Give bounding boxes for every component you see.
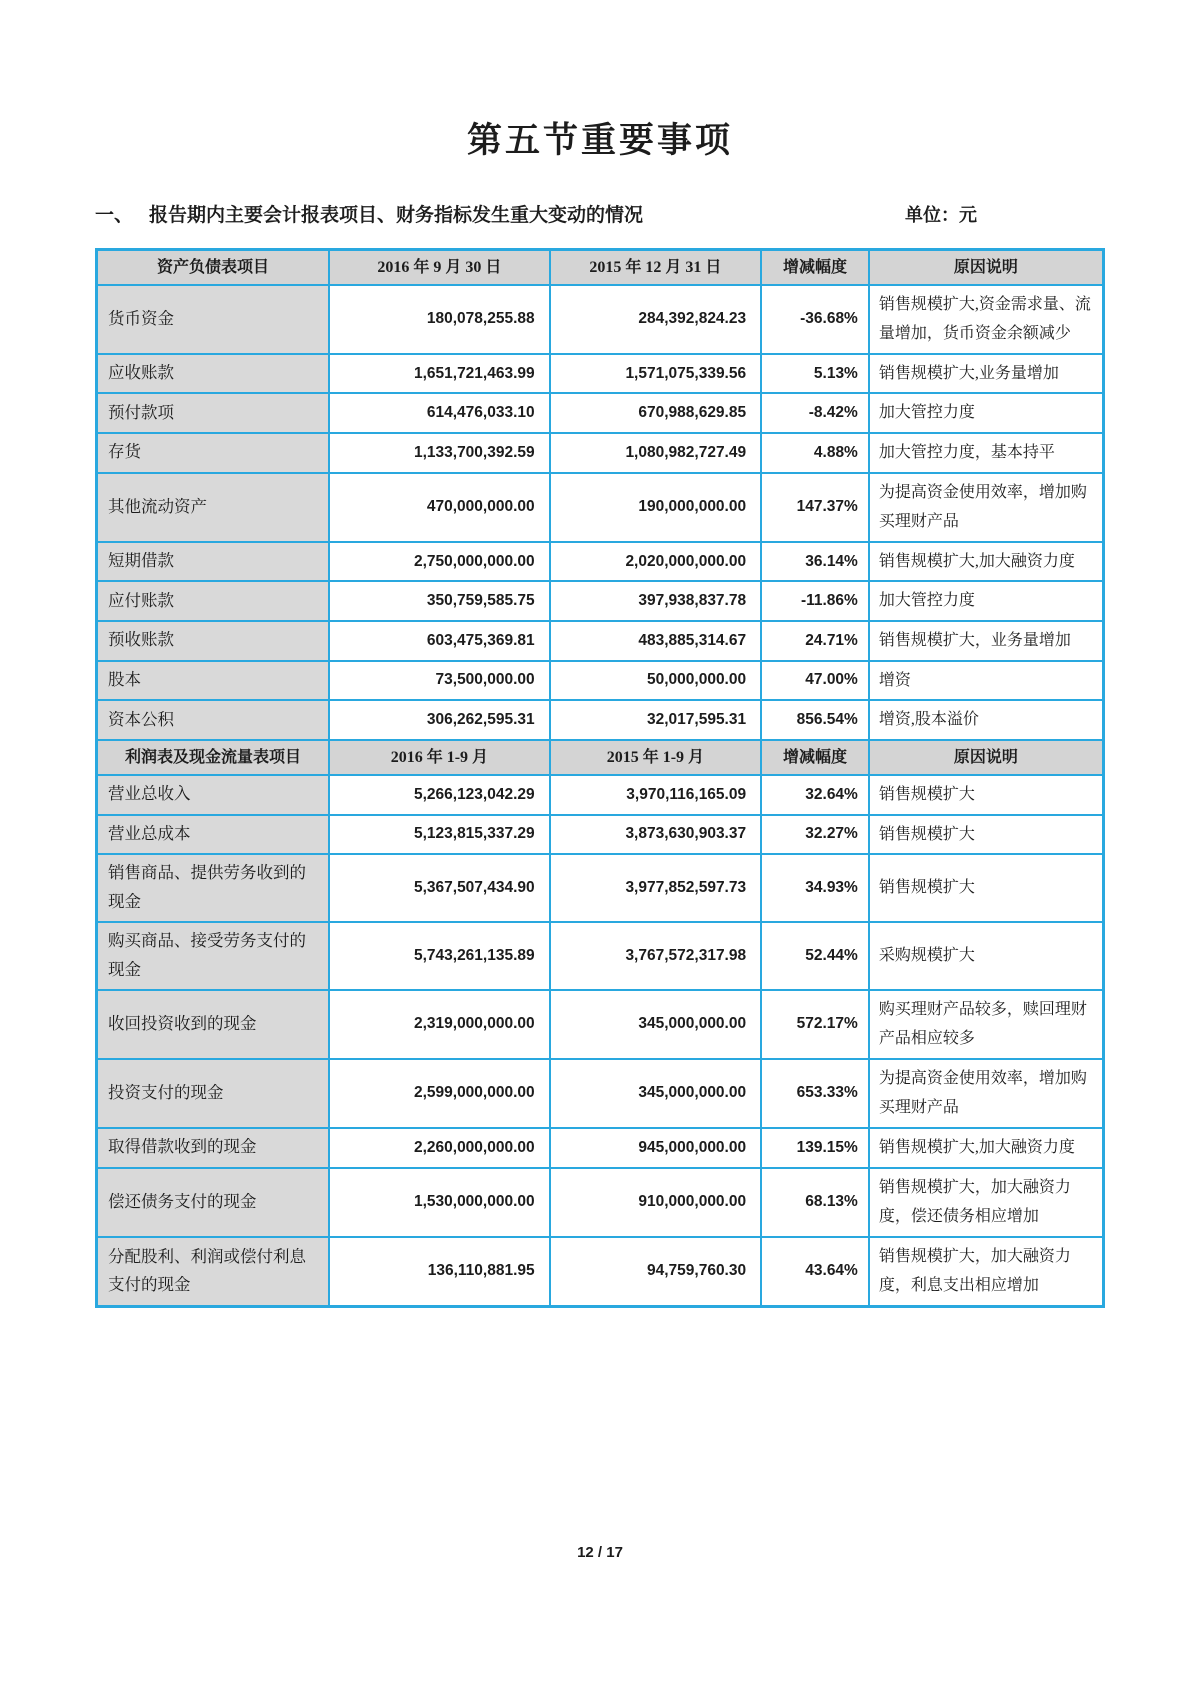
row-value-current: 73,500,000.00 — [329, 661, 550, 701]
section-heading-text: 报告期内主要会计报表项目、财务指标发生重大变动的情况 — [149, 204, 644, 226]
row-value-current: 603,475,369.81 — [329, 621, 550, 661]
table-row — [97, 542, 1104, 582]
row-value-prior: 284,392,824.23 — [550, 285, 761, 354]
row-reason: 增资,股本溢价 — [869, 700, 1104, 740]
row-item-label: 货币资金 — [97, 285, 330, 354]
row-item-label: 其他流动资产 — [97, 473, 330, 542]
row-reason: 销售规模扩大 — [869, 854, 1104, 922]
table-row — [97, 285, 1104, 354]
row-item-label: 营业总成本 — [97, 815, 330, 855]
row-change-percent: 572.17% — [761, 990, 869, 1059]
row-value-prior: 3,873,630,903.37 — [550, 815, 761, 855]
row-change-percent: 147.37% — [761, 473, 869, 542]
table-row — [97, 473, 1104, 542]
row-reason: 销售规模扩大，业务量增加 — [869, 621, 1104, 661]
table-row — [97, 700, 1104, 740]
row-item-label: 营业总收入 — [97, 775, 330, 815]
column-header-current: 2016 年 9 月 30 日 — [329, 249, 550, 285]
row-change-percent: 52.44% — [761, 922, 869, 990]
row-value-prior: 3,970,116,165.09 — [550, 775, 761, 815]
table-row — [97, 1128, 1104, 1168]
table-row — [97, 815, 1104, 855]
row-value-prior: 397,938,837.78 — [550, 581, 761, 621]
column-header-reason: 原因说明 — [869, 249, 1104, 285]
row-change-percent: 653.33% — [761, 1059, 869, 1128]
row-item-label: 存货 — [97, 433, 330, 473]
row-reason: 加大管控力度，基本持平 — [869, 433, 1104, 473]
row-value-current: 5,367,507,434.90 — [329, 854, 550, 922]
table-header-row — [97, 740, 1104, 775]
row-item-label: 购买商品、接受劳务支付的现金 — [97, 922, 330, 990]
row-item-label: 偿还债务支付的现金 — [97, 1168, 330, 1237]
row-reason: 销售规模扩大,资金需求量、流量增加，货币资金余额减少 — [869, 285, 1104, 354]
table-row — [97, 854, 1104, 922]
column-header-reason: 原因说明 — [869, 740, 1104, 775]
row-value-current: 306,262,595.31 — [329, 700, 550, 740]
row-value-prior: 3,977,852,597.73 — [550, 854, 761, 922]
row-reason: 销售规模扩大，加大融资力度，利息支出相应增加 — [869, 1237, 1104, 1307]
row-value-current: 470,000,000.00 — [329, 473, 550, 542]
column-header-item: 资产负债表项目 — [97, 249, 330, 285]
row-change-percent: 47.00% — [761, 661, 869, 701]
table-row — [97, 581, 1104, 621]
row-reason: 销售规模扩大 — [869, 775, 1104, 815]
row-value-prior: 2,020,000,000.00 — [550, 542, 761, 582]
table-row — [97, 775, 1104, 815]
row-item-label: 资本公积 — [97, 700, 330, 740]
row-change-percent: -11.86% — [761, 581, 869, 621]
row-item-label: 应付账款 — [97, 581, 330, 621]
row-change-percent: 856.54% — [761, 700, 869, 740]
row-change-percent: 139.15% — [761, 1128, 869, 1168]
row-value-prior: 190,000,000.00 — [550, 473, 761, 542]
row-reason: 销售规模扩大,加大融资力度 — [869, 542, 1104, 582]
table-row — [97, 354, 1104, 394]
column-header-prior: 2015 年 1-9 月 — [550, 740, 761, 775]
table-row — [97, 661, 1104, 701]
row-item-label: 投资支付的现金 — [97, 1059, 330, 1128]
row-value-current: 350,759,585.75 — [329, 581, 550, 621]
table-row — [97, 922, 1104, 990]
row-item-label: 短期借款 — [97, 542, 330, 582]
row-reason: 销售规模扩大,业务量增加 — [869, 354, 1104, 394]
table-row — [97, 433, 1104, 473]
balance-sheet-section — [97, 249, 1104, 740]
page-title: 第五节重要事项 — [466, 121, 733, 160]
row-value-current: 2,260,000,000.00 — [329, 1128, 550, 1168]
column-header-change: 增减幅度 — [761, 249, 869, 285]
row-value-current: 2,319,000,000.00 — [329, 990, 550, 1059]
row-change-percent: 68.13% — [761, 1168, 869, 1237]
table-row — [97, 1059, 1104, 1128]
row-value-prior: 94,759,760.30 — [550, 1237, 761, 1307]
row-reason: 加大管控力度 — [869, 581, 1104, 621]
row-change-percent: -36.68% — [761, 285, 869, 354]
row-value-current: 5,743,261,135.89 — [329, 922, 550, 990]
income-cashflow-section — [97, 740, 1104, 1307]
table-row — [97, 393, 1104, 433]
row-change-percent: 36.14% — [761, 542, 869, 582]
row-value-current: 2,599,000,000.00 — [329, 1059, 550, 1128]
table-row — [97, 1168, 1104, 1237]
row-value-current: 136,110,881.95 — [329, 1237, 550, 1307]
row-item-label: 应收账款 — [97, 354, 330, 394]
row-change-percent: 24.71% — [761, 621, 869, 661]
column-header-prior: 2015 年 12 月 31 日 — [550, 249, 761, 285]
row-reason: 加大管控力度 — [869, 393, 1104, 433]
table-row — [97, 990, 1104, 1059]
row-change-percent: 5.13% — [761, 354, 869, 394]
row-value-prior: 910,000,000.00 — [550, 1168, 761, 1237]
section-marker: 一、 — [95, 204, 134, 226]
row-value-prior: 670,988,629.85 — [550, 393, 761, 433]
row-value-prior: 1,080,982,727.49 — [550, 433, 761, 473]
row-value-prior: 3,767,572,317.98 — [550, 922, 761, 990]
unit-label: 单位：元 — [905, 204, 977, 225]
row-reason: 采购规模扩大 — [869, 922, 1104, 990]
financial-changes-table — [95, 248, 1105, 1309]
row-reason: 购买理财产品较多，赎回理财产品相应较多 — [869, 990, 1104, 1059]
row-item-label: 取得借款收到的现金 — [97, 1128, 330, 1168]
row-value-prior: 483,885,314.67 — [550, 621, 761, 661]
row-value-prior: 945,000,000.00 — [550, 1128, 761, 1168]
table-header-row — [97, 249, 1104, 285]
row-value-prior: 32,017,595.31 — [550, 700, 761, 740]
row-value-prior: 1,571,075,339.56 — [550, 354, 761, 394]
column-header-item: 利润表及现金流量表项目 — [97, 740, 330, 775]
row-change-percent: 32.64% — [761, 775, 869, 815]
row-item-label: 预付款项 — [97, 393, 330, 433]
row-item-label: 预收账款 — [97, 621, 330, 661]
row-reason: 增资 — [869, 661, 1104, 701]
section-heading-row — [95, 200, 1105, 227]
row-value-current: 1,530,000,000.00 — [329, 1168, 550, 1237]
row-value-prior: 345,000,000.00 — [550, 990, 761, 1059]
row-change-percent: 34.93% — [761, 854, 869, 922]
page-number: 12 / 17 — [577, 1544, 623, 1561]
row-reason: 销售规模扩大 — [869, 815, 1104, 855]
row-value-current: 180,078,255.88 — [329, 285, 550, 354]
row-value-current: 5,266,123,042.29 — [329, 775, 550, 815]
row-reason: 为提高资金使用效率，增加购买理财产品 — [869, 473, 1104, 542]
row-item-label: 收回投资收到的现金 — [97, 990, 330, 1059]
row-change-percent: 43.64% — [761, 1237, 869, 1307]
row-reason: 销售规模扩大，加大融资力度，偿还债务相应增加 — [869, 1168, 1104, 1237]
table-row — [97, 1237, 1104, 1307]
row-value-current: 5,123,815,337.29 — [329, 815, 550, 855]
row-item-label: 股本 — [97, 661, 330, 701]
row-value-prior: 345,000,000.00 — [550, 1059, 761, 1128]
row-value-current: 1,651,721,463.99 — [329, 354, 550, 394]
row-value-current: 614,476,033.10 — [329, 393, 550, 433]
row-reason: 销售规模扩大,加大融资力度 — [869, 1128, 1104, 1168]
section-heading — [95, 200, 643, 227]
column-header-change: 增减幅度 — [761, 740, 869, 775]
row-change-percent: 4.88% — [761, 433, 869, 473]
row-value-prior: 50,000,000.00 — [550, 661, 761, 701]
row-item-label: 销售商品、提供劳务收到的现金 — [97, 854, 330, 922]
row-value-current: 2,750,000,000.00 — [329, 542, 550, 582]
column-header-current: 2016 年 1-9 月 — [329, 740, 550, 775]
row-value-current: 1,133,700,392.59 — [329, 433, 550, 473]
row-item-label: 分配股利、利润或偿付利息支付的现金 — [97, 1237, 330, 1307]
table-row — [97, 621, 1104, 661]
row-change-percent: -8.42% — [761, 393, 869, 433]
row-reason: 为提高资金使用效率，增加购买理财产品 — [869, 1059, 1104, 1128]
row-change-percent: 32.27% — [761, 815, 869, 855]
